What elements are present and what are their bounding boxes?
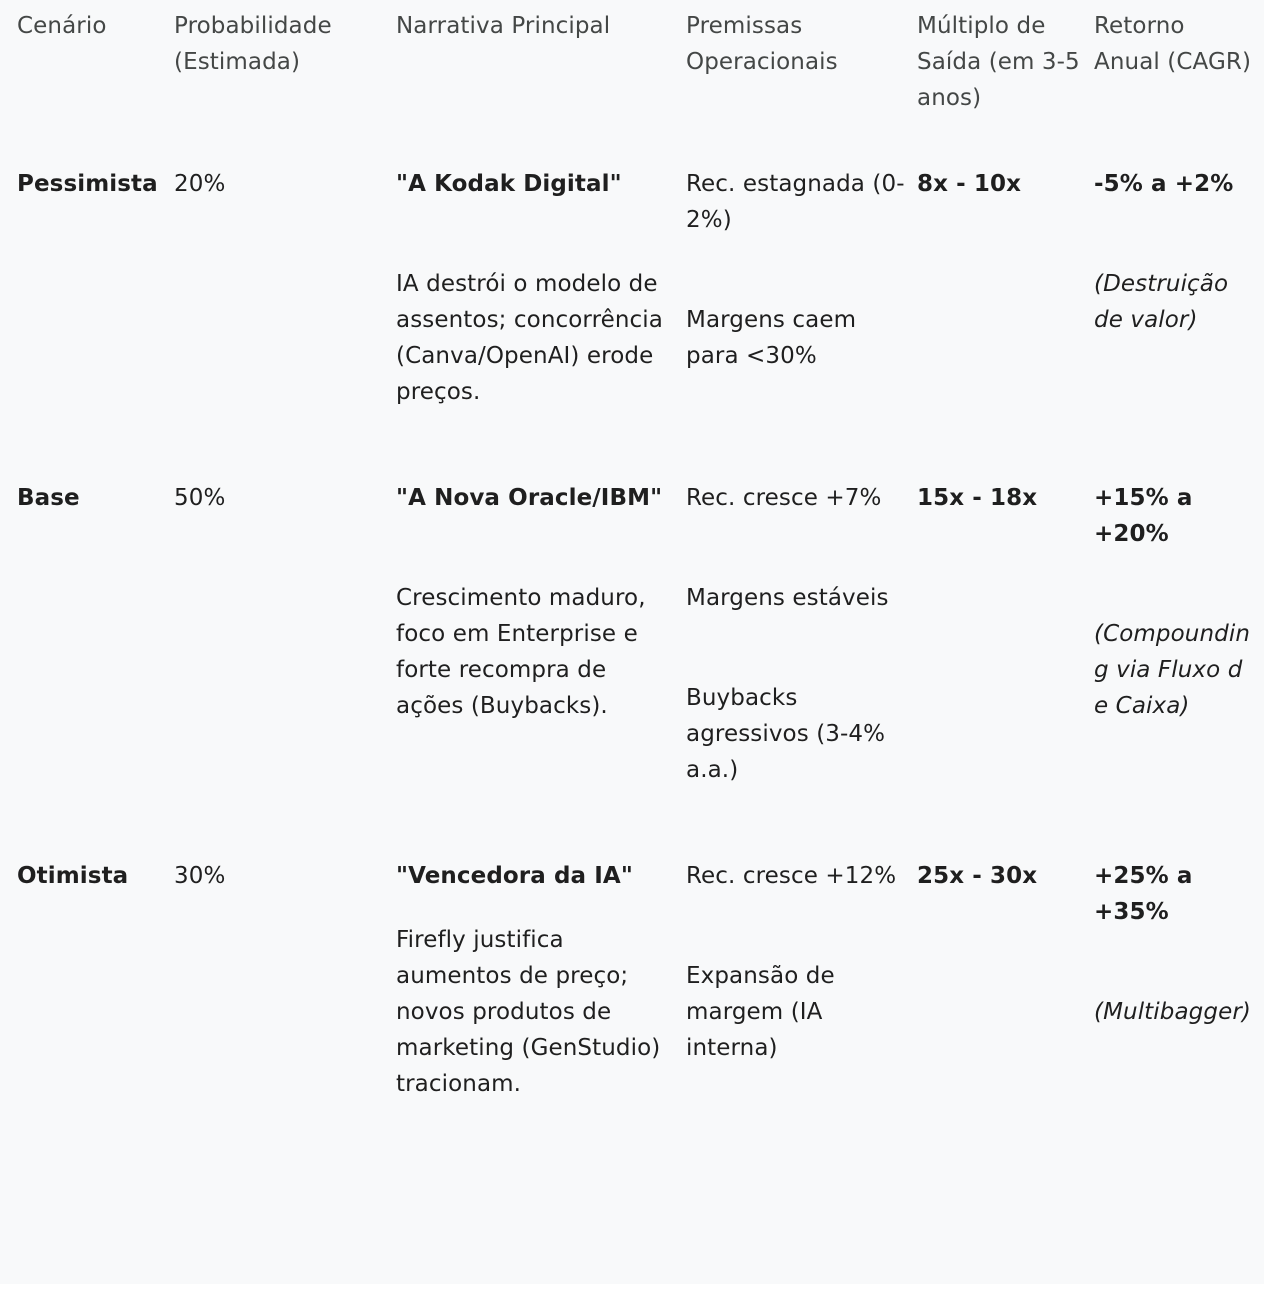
probability-value: 20%	[174, 171, 226, 197]
return-value: +25% a +35%	[1094, 863, 1193, 925]
narrative-text: Crescimento maduro, foco em Enterprise e forte recompra de ações (Buybacks).	[396, 585, 646, 719]
table-row	[0, 138, 1264, 452]
narrative-text: IA destrói o modelo de assentos; concorrência (Canva/OpenAI) erode preços.	[396, 271, 663, 405]
header-probability: Probabilidade (Estimada)	[174, 13, 332, 75]
header-scenario: Cenário	[17, 13, 107, 39]
probability-value: 50%	[174, 485, 226, 511]
return-cell	[1094, 452, 1264, 830]
header-narrative: Narrativa Principal	[396, 13, 611, 39]
narrative-title: "A Kodak Digital"	[396, 171, 622, 197]
table-row	[0, 830, 1264, 1144]
return-note: (Compounding via Fluxo de Caixa)	[1094, 621, 1251, 719]
premises-cell	[686, 452, 917, 830]
exit-multiple: 15x - 18x	[917, 485, 1038, 511]
narrative-cell	[396, 830, 686, 1144]
probability-value: 30%	[174, 863, 226, 889]
narrative-cell	[396, 452, 686, 830]
return-cell	[1094, 138, 1264, 452]
header-annual-return: Retorno Anual (CAGR)	[1094, 13, 1252, 75]
premise-item: Rec. estagnada (0-2%)	[686, 171, 905, 233]
premises-cell	[686, 830, 917, 1144]
premises-cell	[686, 138, 917, 452]
header-exit-multiple: Múltiplo de Saída (em 3-5 anos)	[917, 13, 1080, 111]
return-note: (Destruição de valor)	[1094, 271, 1229, 333]
narrative-text: Firefly justifica aumentos de preço; novos produtos de marketing (GenStudio) tracionam.	[396, 927, 661, 1097]
return-value: -5% a +2%	[1094, 171, 1234, 197]
premise-item: Expansão de margem (IA interna)	[686, 963, 835, 1061]
return-note: (Multibagger)	[1094, 999, 1251, 1025]
return-value: +15% a +20%	[1094, 485, 1193, 547]
narrative-title: "Vencedora da IA"	[396, 863, 633, 889]
scenario-name: Otimista	[17, 863, 129, 889]
header-premises: Premissas Operacionais	[686, 13, 838, 75]
narrative-cell	[396, 138, 686, 452]
premise-item: Margens caem para <30%	[686, 307, 857, 369]
narrative-title: "A Nova Oracle/IBM"	[396, 485, 663, 511]
exit-multiple: 25x - 30x	[917, 863, 1038, 889]
table-header-row	[0, 0, 1264, 138]
table-row	[0, 452, 1264, 830]
premise-item: Buybacks agressivos (3-4% a.a.)	[686, 685, 886, 783]
return-cell	[1094, 830, 1264, 1144]
scenario-name: Base	[17, 485, 80, 511]
premise-item: Rec. cresce +12%	[686, 863, 897, 889]
scenario-name: Pessimista	[17, 171, 158, 197]
exit-multiple: 8x - 10x	[917, 171, 1022, 197]
premise-item: Rec. cresce +7%	[686, 485, 882, 511]
premise-item: Margens estáveis	[686, 585, 889, 611]
